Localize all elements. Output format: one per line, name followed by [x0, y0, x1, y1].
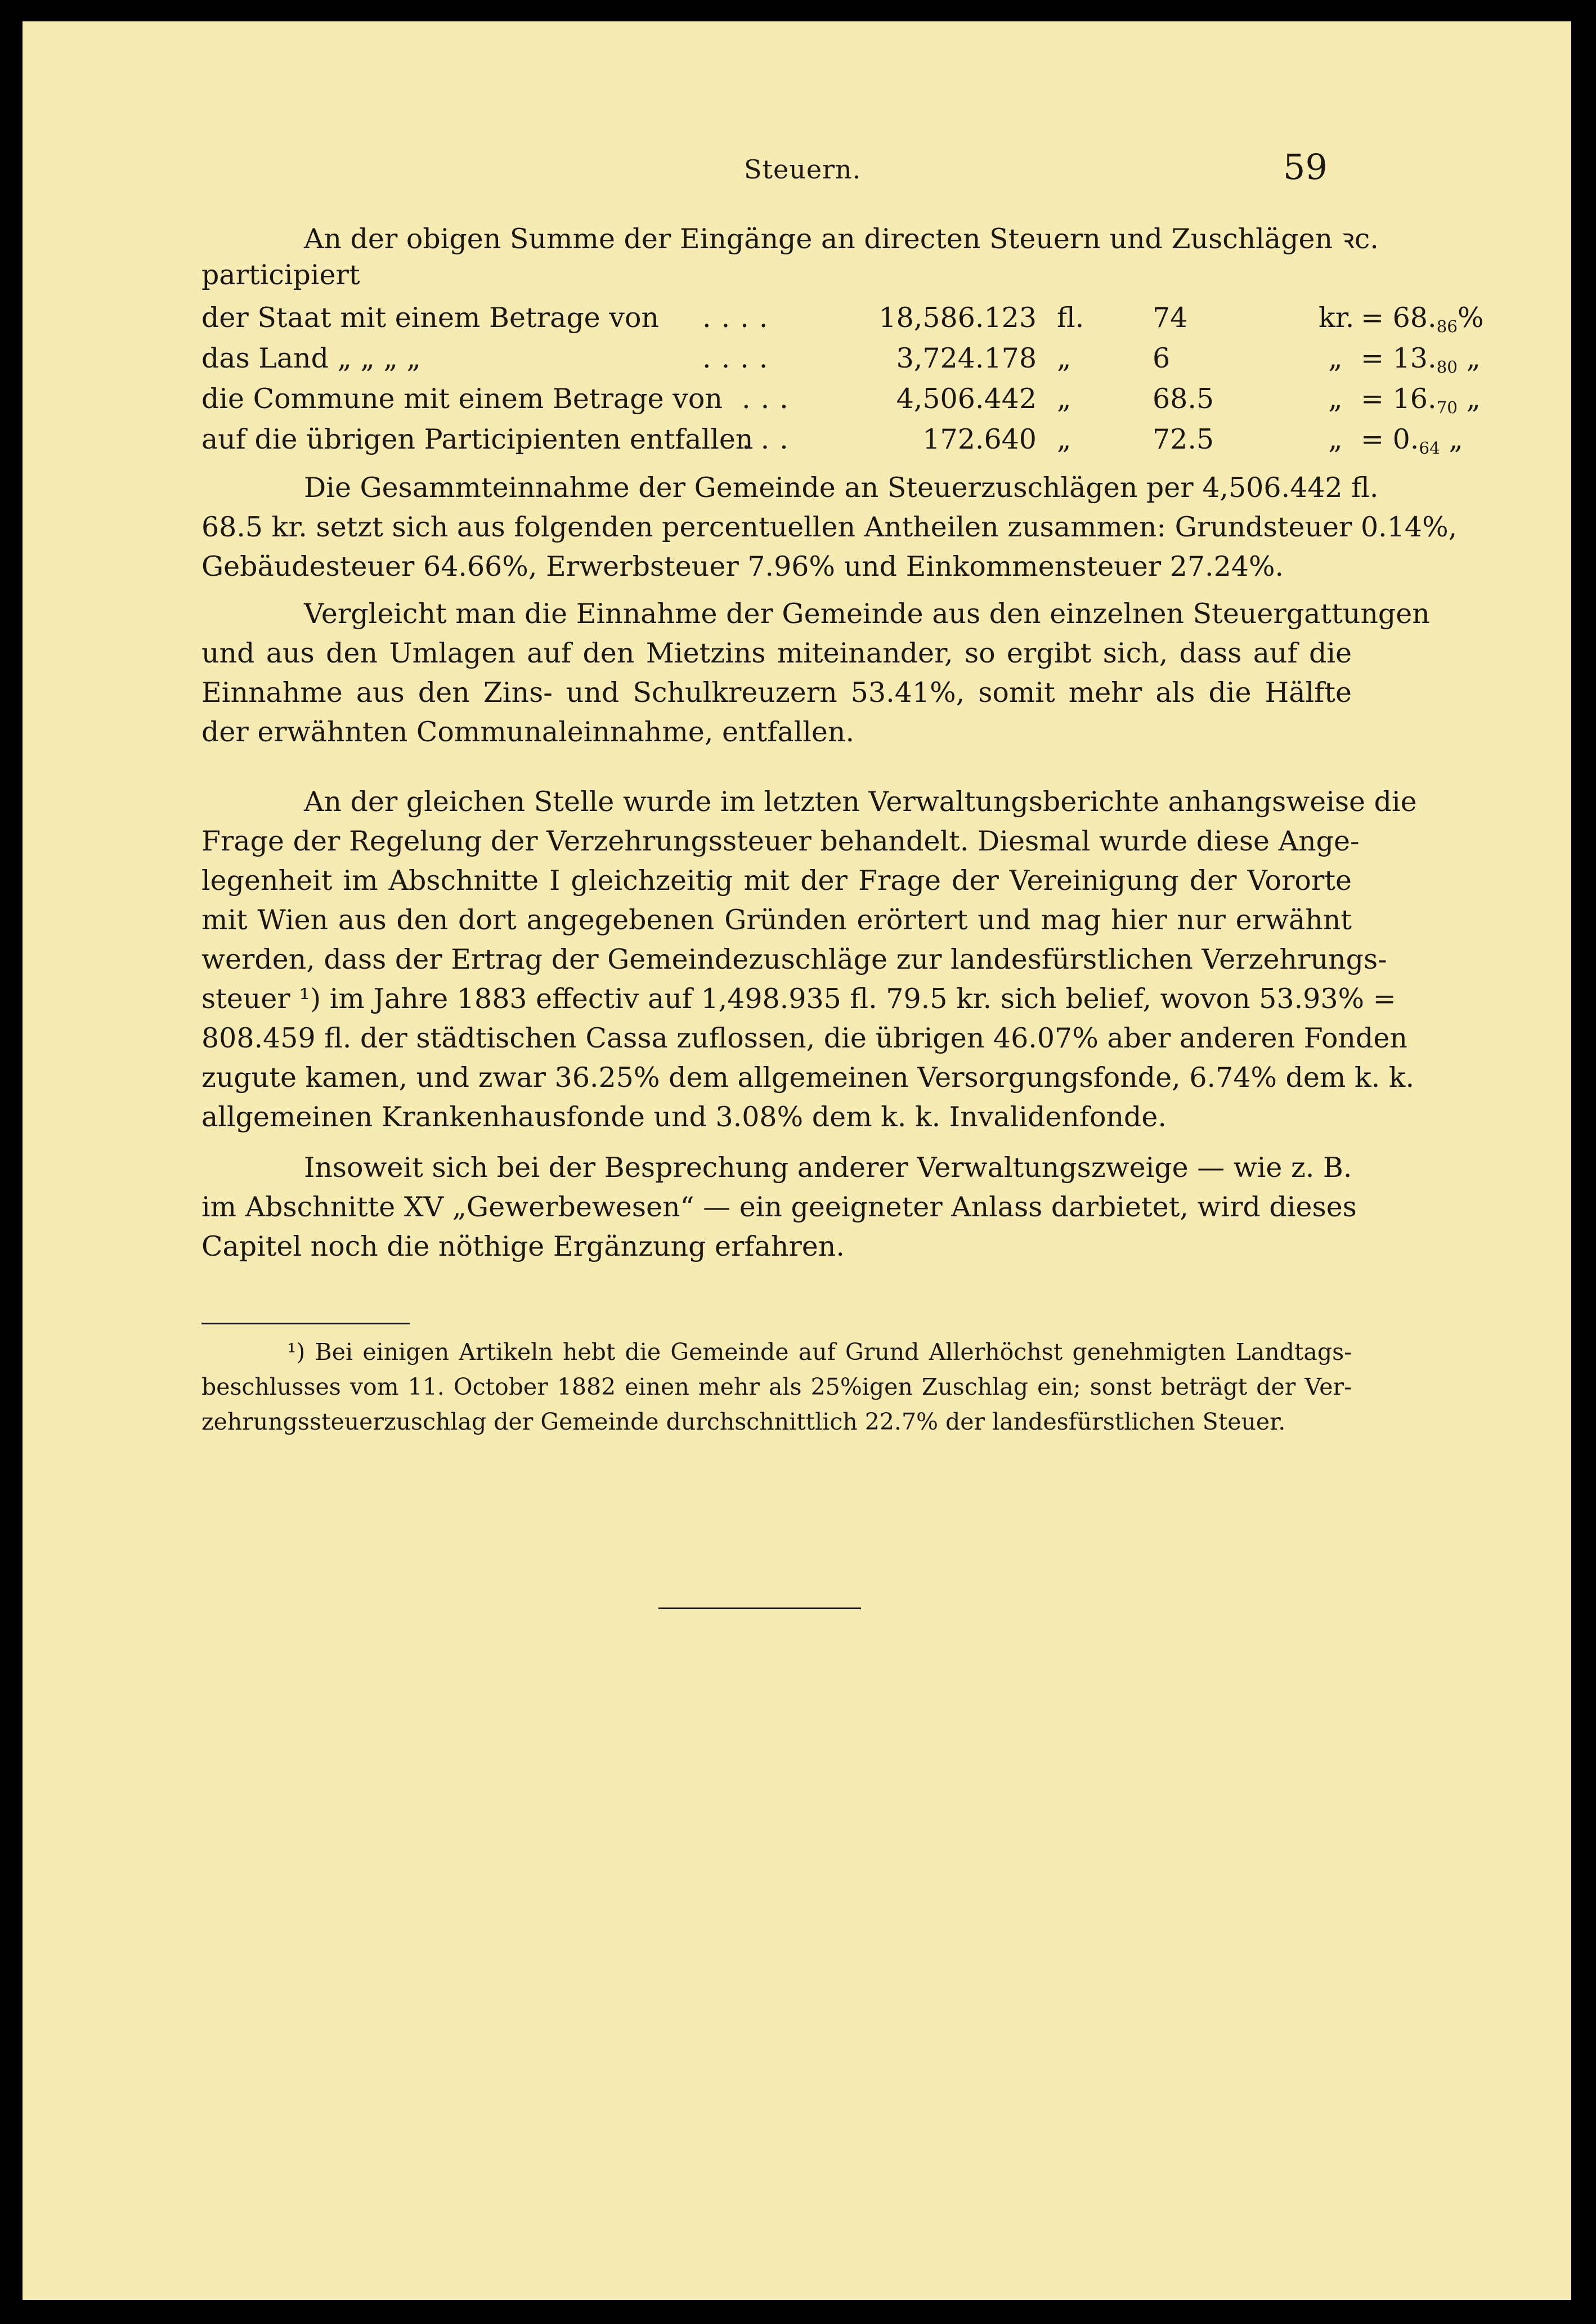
paragraph-line: der erwähnten Communaleinnahme, entfallen.	[201, 716, 855, 748]
paragraph-line: Die Gesammteinnahme der Gemeinde an Steuerzuschlägen per 4,506.442 fl.	[304, 472, 1379, 504]
row-unit: fl.	[1057, 302, 1084, 334]
running-title: Steuern.	[744, 154, 862, 185]
paragraph-line: allgemeinen Krankenhausfonde und 3.08% dem k. k. Invalidenfonde.	[201, 1101, 1167, 1133]
paragraph-line: 68.5 kr. setzt sich aus folgenden percentuellen Antheilen zusammen: Grundsteuer 0.14%,	[201, 511, 1458, 543]
intro-line: An der obigen Summe der Eingänge an directen Steuern und Zuschlägen ꝛc.	[304, 223, 1379, 255]
table-row	[201, 302, 1484, 341]
table-row	[201, 423, 1463, 463]
intro-line: participiert	[201, 259, 360, 291]
row-amount: 172.640	[922, 423, 1037, 455]
paragraph-line: Einnahme aus den Zins- und Schulkreuzern 53.41%, somit mehr als die Hälfte	[201, 677, 1352, 709]
row-kreuzer: 74	[1153, 302, 1188, 334]
row-label: auf die übrigen Participienten entfallen	[201, 423, 754, 455]
row-kr: „	[1328, 383, 1343, 415]
row-percent: = $13._{80}$ „	[1361, 342, 1481, 377]
paragraph-line: An der gleichen Stelle wurde im letzten Verwaltungsberichte anhangsweise die	[304, 786, 1417, 818]
row-amount: 18,586.123	[878, 302, 1037, 334]
paragraph-line: Frage der Regelung der Verzehrungssteuer behandelt. Diesmal wurde diese Ange-	[201, 825, 1360, 857]
footnote-rule	[201, 1323, 410, 1324]
paragraph-line: steuer ¹) im Jahre 1883 effectiv auf 1,498.935 fl. 79.5 kr. sich belief, wovon 53.93% =	[201, 983, 1396, 1015]
table-row	[201, 383, 1481, 422]
footnote-line: beschlusses vom 11. October 1882 einen mehr als 25%igen Zuschlag ein; sonst beträgt der Ver-	[201, 1373, 1352, 1400]
paragraph-line: zugute kamen, und zwar 36.25% dem allgemeinen Versorgungsfonde, 6.74% dem k. k.	[201, 1062, 1415, 1094]
paragraph-line: Gebäudesteuer 64.66%, Erwerbsteuer 7.96% und Einkommensteuer 27.24%.	[201, 550, 1284, 583]
paragraph-line: Capitel noch die nöthige Ergänzung erfahren.	[201, 1230, 845, 1262]
row-amount: 4,506.442	[896, 383, 1037, 415]
row-label: das Land „ „ „ „	[201, 342, 421, 374]
row-dots: ....	[702, 302, 778, 334]
row-percent: = $16._{70}$ „	[1361, 383, 1481, 417]
row-kr: kr.	[1319, 302, 1355, 334]
paragraph-line: mit Wien aus den dort angegebenen Gründen erörtert und mag hier nur erwähnt	[201, 904, 1352, 936]
row-percent: = $0._{64}$ „	[1361, 423, 1463, 458]
row-amount: 3,724.178	[896, 342, 1037, 374]
row-percent: = $68._{86}\%$	[1361, 302, 1484, 336]
footnote-line: zehrungssteuerzuschlag der Gemeinde durchschnittlich 22.7% der landesfürstlichen Steuer.	[201, 1408, 1286, 1435]
table-row	[201, 342, 1481, 382]
paragraph-line: Insoweit sich bei der Besprechung anderer Verwaltungszweige — wie z. B.	[304, 1152, 1352, 1184]
document-page	[23, 21, 1571, 2300]
row-unit: „	[1057, 423, 1072, 455]
row-kreuzer: 68.5	[1153, 383, 1214, 415]
paragraph-line: 808.459 fl. der städtischen Cassa zuflossen, die übrigen 46.07% aber anderen Fonden	[201, 1022, 1407, 1054]
paragraph-line: Vergleicht man die Einnahme der Gemeinde aus den einzelnen Steuergattungen	[304, 598, 1430, 630]
row-dots: ...	[742, 423, 799, 455]
row-unit: „	[1057, 383, 1072, 415]
row-kr: „	[1328, 423, 1343, 455]
row-kr: „	[1328, 342, 1343, 374]
footnote-line: ¹) Bei einigen Artikeln hebt die Gemeinde auf Grund Allerhöchst genehmigten Landtags-	[287, 1338, 1352, 1365]
row-kreuzer: 72.5	[1153, 423, 1214, 455]
row-dots: ...	[742, 383, 799, 415]
row-label: die Commune mit einem Betrage von	[201, 383, 723, 415]
row-kreuzer: 6	[1153, 342, 1171, 374]
paragraph-line: und aus den Umlagen auf den Mietzins miteinander, so ergibt sich, dass auf die	[201, 637, 1352, 669]
paragraph-line: im Abschnitte XV „Gewerbewesen“ — ein geeigneter Anlass darbietet, wird dieses	[201, 1191, 1357, 1223]
end-rule	[658, 1607, 861, 1609]
paragraph-line: werden, dass der Ertrag der Gemeindezuschläge zur landesfürstlichen Verzehrungs-	[201, 943, 1387, 975]
row-unit: „	[1057, 342, 1072, 374]
paragraph-line: legenheit im Abschnitte I gleichzeitig mit der Frage der Vereinigung der Vororte	[201, 865, 1352, 897]
row-label: der Staat mit einem Betrage von	[201, 302, 659, 334]
page-number: 59	[1283, 146, 1328, 187]
row-dots: ....	[702, 342, 778, 374]
